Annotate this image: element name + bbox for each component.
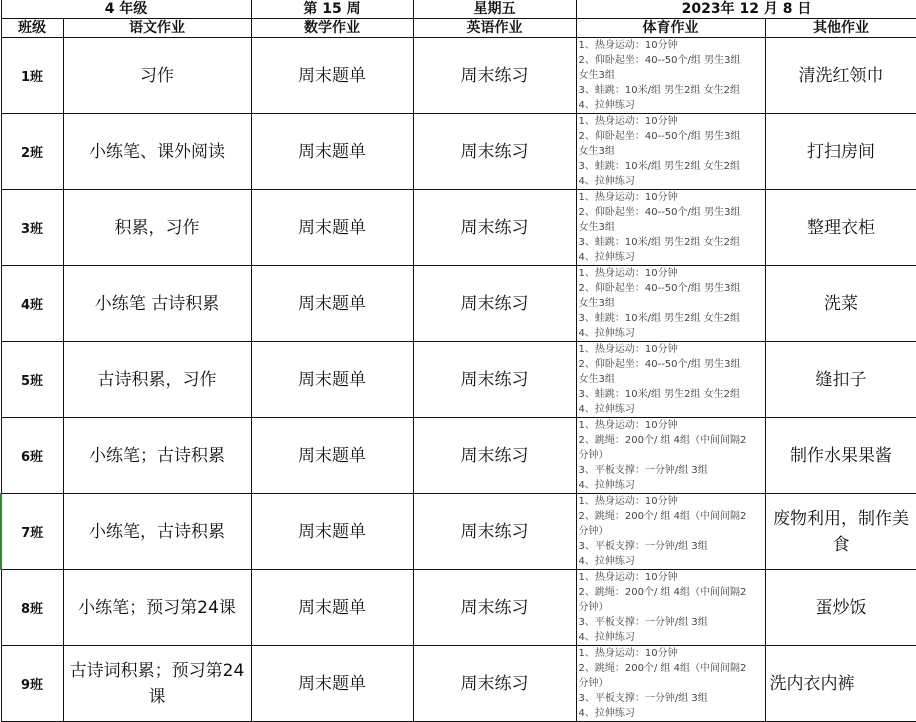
pe-line: 1、热身运动：10分钟 xyxy=(578,648,678,659)
english-cell: 周末练习 xyxy=(413,646,576,722)
title-row xyxy=(1,0,916,19)
class-cell: 8班 xyxy=(1,570,63,646)
math-cell: 周末题单 xyxy=(251,266,413,342)
pe-cell xyxy=(576,342,765,418)
pe-line: 3、平板支撑：一分钟/组 3组 xyxy=(578,693,708,704)
col-header-math: 数学作业 xyxy=(251,19,413,38)
table-row xyxy=(1,114,916,190)
pe-line: 1、热身运动：10分钟 xyxy=(578,420,678,431)
english-cell: 周末练习 xyxy=(413,266,576,342)
pe-line: 1、热身运动：10分钟 xyxy=(578,40,678,51)
pe-line: 4、拉伸练习 xyxy=(578,404,635,415)
other-cell: 蛋炒饭 xyxy=(765,570,916,646)
pe-line: 2、仰卧起坐：40--50个/组 男生3组 xyxy=(578,359,741,370)
class-cell: 2班 xyxy=(1,114,63,190)
table-row xyxy=(1,190,916,266)
pe-line: 2、跳绳：200个/ 组 4组（中间间隔2 xyxy=(578,435,747,446)
table-row xyxy=(1,266,916,342)
pe-line: 4、拉伸练习 xyxy=(578,632,635,643)
pe-line: 1、热身运动：10分钟 xyxy=(578,496,678,507)
pe-line: 分钟） xyxy=(578,678,609,689)
pe-line: 4、拉伸练习 xyxy=(578,328,635,339)
pe-line: 女生3组 xyxy=(578,374,615,385)
other-cell: 清洗红领巾 xyxy=(765,38,916,114)
pe-line: 3、蛙跳：10米/组 男生2组 女生2组 xyxy=(578,161,741,172)
col-header-other: 其他作业 xyxy=(765,19,916,38)
english-cell: 周末练习 xyxy=(413,190,576,266)
pe-line: 分钟） xyxy=(578,602,609,613)
pe-cell xyxy=(576,418,765,494)
pe-line: 3、蛙跳：10米/组 男生2组 女生2组 xyxy=(578,313,741,324)
pe-line: 2、仰卧起坐：40--50个/组 男生3组 xyxy=(578,131,741,142)
math-cell: 周末题单 xyxy=(251,418,413,494)
pe-line: 女生3组 xyxy=(578,146,615,157)
pe-line: 3、平板支撑：一分钟/组 3组 xyxy=(578,465,708,476)
other-cell: 洗内衣内裤 xyxy=(765,646,916,722)
pe-line: 分钟） xyxy=(578,526,609,537)
pe-cell xyxy=(576,114,765,190)
pe-line: 4、拉伸练习 xyxy=(578,556,635,567)
pe-line: 2、跳绳：200个/ 组 4组（中间间隔2 xyxy=(578,587,747,598)
pe-line: 2、跳绳：200个/ 组 4组（中间间隔2 xyxy=(578,663,747,674)
math-cell: 周末题单 xyxy=(251,342,413,418)
table-row xyxy=(1,38,916,114)
pe-cell xyxy=(576,190,765,266)
math-cell: 周末题单 xyxy=(251,38,413,114)
english-cell: 周末练习 xyxy=(413,342,576,418)
pe-cell xyxy=(576,266,765,342)
table-row xyxy=(1,418,916,494)
header-row xyxy=(1,19,916,38)
pe-line: 1、热身运动：10分钟 xyxy=(578,268,678,279)
chinese-cell: 古诗词积累；预习第24课 xyxy=(63,646,251,722)
col-header-pe: 体育作业 xyxy=(576,19,765,38)
chinese-cell: 小练笔，古诗积累 xyxy=(63,494,251,570)
pe-line: 4、拉伸练习 xyxy=(578,252,635,263)
other-cell: 废物利用，制作美食 xyxy=(765,494,916,570)
chinese-cell: 小练笔；古诗积累 xyxy=(63,418,251,494)
chinese-cell: 小练笔 古诗积累 xyxy=(63,266,251,342)
pe-cell xyxy=(576,38,765,114)
weekday-cell: 星期五 xyxy=(413,0,576,19)
col-header-class: 班级 xyxy=(1,19,63,38)
pe-line: 2、仰卧起坐：40--50个/组 男生3组 xyxy=(578,283,741,294)
pe-line: 2、仰卧起坐：40--50个/组 男生3组 xyxy=(578,55,741,66)
table-row xyxy=(1,494,916,570)
english-cell: 周末练习 xyxy=(413,494,576,570)
pe-line: 1、热身运动：10分钟 xyxy=(578,116,678,127)
pe-line: 3、蛙跳：10米/组 男生2组 女生2组 xyxy=(578,85,741,96)
other-cell: 洗菜 xyxy=(765,266,916,342)
class-cell: 4班 xyxy=(1,266,63,342)
other-cell: 整理衣柜 xyxy=(765,190,916,266)
pe-cell xyxy=(576,570,765,646)
pe-line: 4、拉伸练习 xyxy=(578,176,635,187)
pe-line: 女生3组 xyxy=(578,70,615,81)
other-cell: 制作水果果酱 xyxy=(765,418,916,494)
pe-line: 2、仰卧起坐：40--50个/组 男生3组 xyxy=(578,207,741,218)
pe-line: 3、平板支撑：一分钟/组 3组 xyxy=(578,617,708,628)
pe-line: 女生3组 xyxy=(578,298,615,309)
pe-line: 1、热身运动：10分钟 xyxy=(578,344,678,355)
chinese-cell: 古诗积累，习作 xyxy=(63,342,251,418)
pe-line: 4、拉伸练习 xyxy=(578,100,635,111)
english-cell: 周末练习 xyxy=(413,38,576,114)
math-cell: 周末题单 xyxy=(251,114,413,190)
english-cell: 周末练习 xyxy=(413,418,576,494)
pe-line: 2、跳绳：200个/ 组 4组（中间间隔2 xyxy=(578,511,747,522)
math-cell: 周末题单 xyxy=(251,190,413,266)
pe-line: 1、热身运动：10分钟 xyxy=(578,572,678,583)
chinese-cell: 积累，习作 xyxy=(63,190,251,266)
pe-line: 3、蛙跳：10米/组 男生2组 女生2组 xyxy=(578,237,741,248)
pe-line: 4、拉伸练习 xyxy=(578,480,635,491)
table-row xyxy=(1,570,916,646)
chinese-cell: 小练笔、课外阅读 xyxy=(63,114,251,190)
pe-line: 3、蛙跳：10米/组 男生2组 女生2组 xyxy=(578,389,741,400)
class-cell: 7班 xyxy=(1,494,63,570)
math-cell: 周末题单 xyxy=(251,646,413,722)
grade-cell: 4 年级 xyxy=(1,0,251,19)
pe-cell xyxy=(576,646,765,722)
chinese-cell: 习作 xyxy=(63,38,251,114)
col-header-english: 英语作业 xyxy=(413,19,576,38)
table-row xyxy=(1,646,916,722)
chinese-cell: 小练笔；预习第24课 xyxy=(63,570,251,646)
class-cell: 9班 xyxy=(1,646,63,722)
col-header-chinese: 语文作业 xyxy=(63,19,251,38)
pe-line: 3、平板支撑：一分钟/组 3组 xyxy=(578,541,708,552)
class-cell: 3班 xyxy=(1,190,63,266)
other-cell: 打扫房间 xyxy=(765,114,916,190)
math-cell: 周末题单 xyxy=(251,570,413,646)
week-cell: 第 15 周 xyxy=(251,0,413,19)
math-cell: 周末题单 xyxy=(251,494,413,570)
pe-line: 分钟） xyxy=(578,450,609,461)
class-cell: 6班 xyxy=(1,418,63,494)
date-cell: 2023年 12 月 8 日 xyxy=(576,0,916,19)
pe-line: 4、拉伸练习 xyxy=(578,708,635,719)
english-cell: 周末练习 xyxy=(413,114,576,190)
class-cell: 5班 xyxy=(1,342,63,418)
pe-line: 女生3组 xyxy=(578,222,615,233)
other-cell: 缝扣子 xyxy=(765,342,916,418)
pe-cell xyxy=(576,494,765,570)
english-cell: 周末练习 xyxy=(413,570,576,646)
table-row xyxy=(1,342,916,418)
class-cell: 1班 xyxy=(1,38,63,114)
pe-line: 1、热身运动：10分钟 xyxy=(578,192,678,203)
